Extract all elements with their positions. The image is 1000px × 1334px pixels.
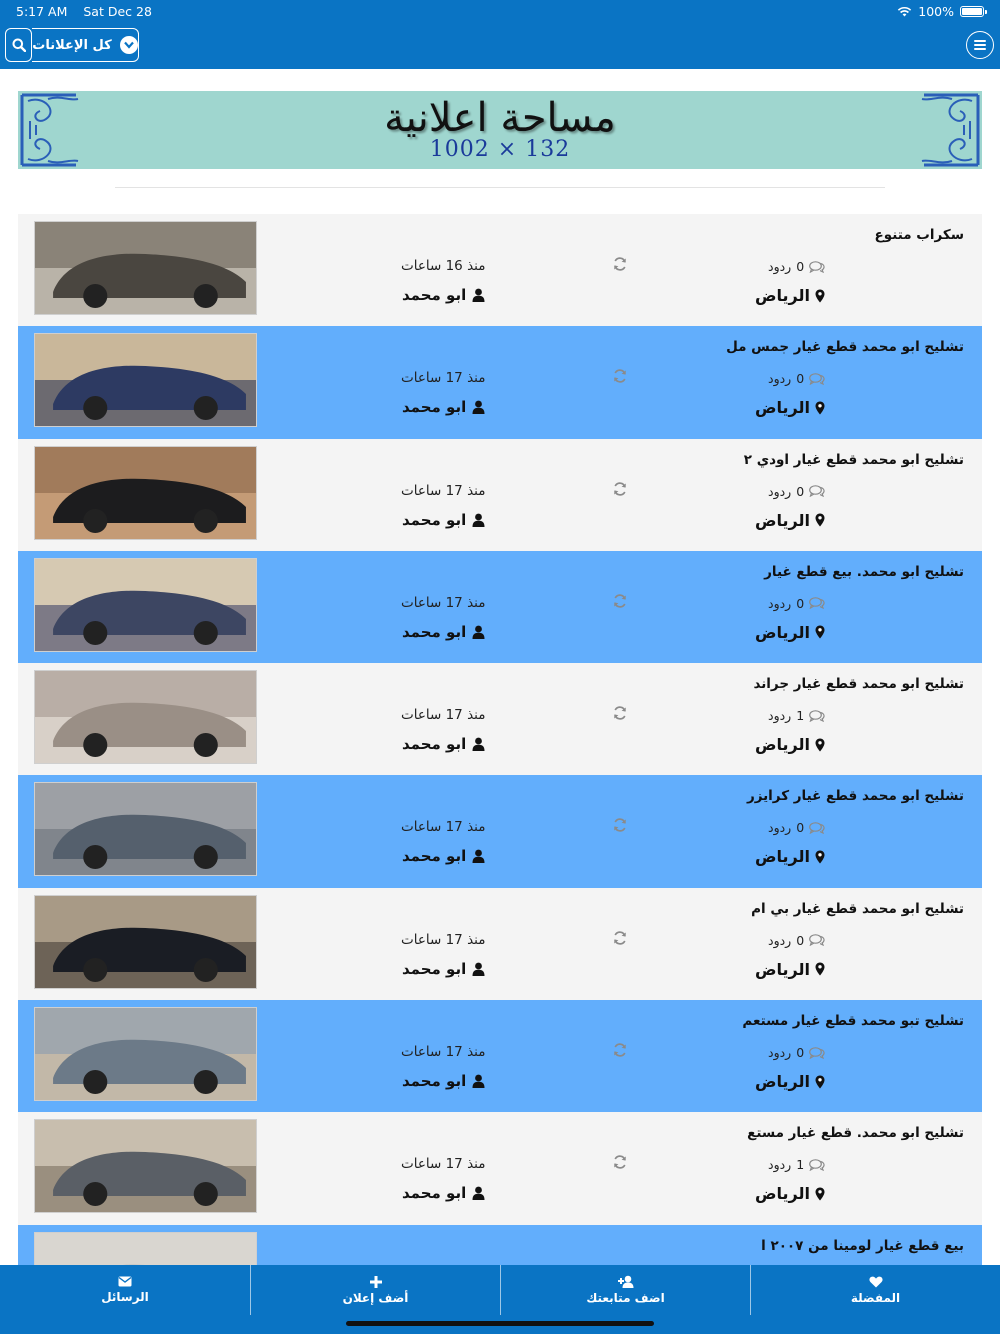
user-icon [472, 849, 485, 863]
ad-banner[interactable] [18, 91, 982, 169]
tab-add-follow-label: اضف متابعتك [586, 1291, 665, 1305]
map-marker-icon [815, 401, 825, 415]
listing-city [755, 1184, 825, 1203]
listing-title[interactable]: تشليح ابو محمد. قطع غيار مستع [747, 1125, 964, 1142]
listing-city-name: الرياض [755, 959, 810, 979]
listing-replies [768, 484, 825, 499]
comments-icon [809, 597, 825, 609]
listing-user[interactable] [402, 847, 485, 865]
listing-row[interactable] [18, 888, 982, 1000]
refresh-icon[interactable] [612, 256, 628, 272]
comments-icon [809, 1159, 825, 1171]
listing-thumbnail[interactable] [34, 670, 257, 764]
search-button[interactable] [5, 28, 32, 62]
listing-title[interactable]: تشليح ابو محمد. بيع قطع غيار [764, 563, 964, 580]
listing-city [755, 286, 825, 305]
replies-count: 0 [796, 932, 805, 948]
listing-row[interactable] [18, 439, 982, 551]
replies-count: 1 [796, 1157, 805, 1173]
envelope-icon [118, 1276, 132, 1287]
comments-icon [809, 261, 825, 273]
listing-user-name: ابو محمد [402, 847, 467, 866]
hamburger-menu-icon [973, 39, 987, 51]
replies-unit: ردود [768, 1157, 792, 1173]
replies-count: 0 [796, 595, 805, 611]
listing-user-name: ابو محمد [402, 510, 467, 529]
listing-row[interactable] [18, 1000, 982, 1112]
listing-user-name: ابو محمد [402, 1184, 467, 1203]
replies-unit: ردود [768, 259, 792, 274]
banner-size: 1002 × 132 [429, 137, 571, 162]
listing-row[interactable] [18, 551, 982, 663]
listing-thumbnail[interactable] [34, 446, 257, 540]
replies-count: 0 [796, 259, 805, 274]
replies-unit: ردود [768, 483, 792, 499]
listing-thumbnail[interactable] [34, 895, 257, 989]
listing-city-name: الرياض [755, 510, 810, 530]
tab-add-follow[interactable] [500, 1265, 750, 1315]
user-icon [472, 288, 485, 302]
user-icon [472, 737, 485, 751]
listing-thumbnail[interactable] [34, 221, 257, 315]
map-marker-icon [815, 1187, 825, 1201]
tab-add-ad[interactable] [250, 1265, 500, 1315]
status-bar [16, 4, 984, 20]
replies-count: 1 [796, 708, 805, 724]
status-date: Sat Dec 28 [83, 4, 152, 19]
listing-title[interactable]: تشليح ابو محمد قطع غيار كرايزر [746, 788, 964, 805]
listing-user-name: ابو محمد [402, 959, 467, 978]
listing-city [755, 398, 825, 417]
user-icon [472, 513, 485, 527]
comments-icon [809, 822, 825, 834]
listing-title[interactable]: تشليح ابو محمد قطع غيار اودي ٢ [743, 451, 964, 468]
listing-thumbnail[interactable] [34, 1007, 257, 1101]
listing-city-name: الرياض [755, 1072, 810, 1092]
menu-button[interactable] [966, 31, 994, 59]
heart-icon [869, 1276, 883, 1288]
comments-icon [809, 1047, 825, 1059]
tab-favorites[interactable] [750, 1265, 1000, 1315]
listing-replies [768, 708, 825, 723]
ornament-right-icon [916, 91, 982, 169]
listing-row[interactable] [18, 214, 982, 326]
listing-city [755, 623, 825, 642]
map-marker-icon [815, 513, 825, 527]
listing-thumbnail[interactable] [34, 558, 257, 652]
listing-replies [768, 596, 825, 611]
refresh-icon[interactable] [612, 1042, 628, 1058]
user-icon [472, 400, 485, 414]
replies-count: 0 [796, 483, 805, 499]
map-marker-icon [815, 1075, 825, 1089]
listing-row[interactable] [18, 775, 982, 887]
listing-city [755, 847, 825, 866]
listing-replies [768, 1157, 825, 1172]
refresh-icon[interactable] [612, 1154, 628, 1170]
tab-favorites-label: المفضلة [850, 1290, 901, 1305]
refresh-icon[interactable] [612, 705, 628, 721]
ads-filter-dropdown[interactable] [32, 28, 139, 62]
tab-messages-label: الرسائل [101, 1290, 149, 1304]
listing-city [755, 511, 825, 530]
comments-icon [809, 710, 825, 722]
map-marker-icon [815, 738, 825, 752]
listing-time: منذ 17 ساعات [401, 1044, 486, 1061]
comments-icon [809, 934, 825, 946]
listing-time: منذ 17 ساعات [401, 931, 486, 948]
replies-unit: ردود [768, 1045, 792, 1061]
listing-user-name: ابو محمد [402, 735, 467, 754]
listing-replies [768, 933, 825, 948]
plus-icon [370, 1276, 382, 1288]
map-marker-icon [815, 289, 825, 303]
search-icon [12, 38, 26, 52]
comments-icon [809, 485, 825, 497]
replies-unit: ردود [768, 932, 792, 948]
replies-unit: ردود [768, 708, 792, 724]
listing-thumbnail[interactable] [34, 333, 257, 427]
map-marker-icon [815, 962, 825, 976]
listing-title[interactable]: بيع قطع غيار لومينا من ٢٠٠٧ ا [761, 1237, 964, 1254]
user-plus-icon [618, 1275, 634, 1288]
refresh-icon[interactable] [612, 368, 628, 384]
comments-icon [809, 373, 825, 385]
replies-unit: ردود [768, 371, 792, 387]
listing-row[interactable] [18, 663, 982, 775]
listing-user-name: ابو محمد [402, 1072, 467, 1091]
refresh-icon[interactable] [612, 930, 628, 946]
battery-icon [960, 6, 984, 17]
replies-count: 0 [796, 1045, 805, 1061]
listing-thumbnail[interactable] [34, 782, 257, 876]
wifi-icon [897, 6, 912, 17]
listing-city [755, 960, 825, 979]
tab-messages[interactable] [0, 1265, 250, 1315]
listing-row[interactable] [18, 326, 982, 438]
replies-unit: ردود [768, 820, 792, 836]
listing-replies [768, 259, 825, 274]
listing-time: منذ 17 ساعات [401, 594, 486, 611]
listing-user[interactable] [402, 960, 485, 978]
replies-count: 0 [796, 371, 805, 387]
replies-unit: ردود [768, 595, 792, 611]
listing-city-name: الرياض [755, 398, 810, 418]
listing-time: منذ 16 ساعات [401, 258, 486, 274]
listing-city [755, 1072, 825, 1091]
listing-user[interactable] [402, 398, 485, 416]
map-marker-icon [815, 850, 825, 864]
banner-title: مساحة اعلانية [384, 95, 616, 141]
chevron-down-icon [120, 36, 138, 54]
listing-thumbnail[interactable] [34, 1119, 257, 1213]
listing-user-name: ابو محمد [402, 398, 467, 417]
listing-city-name: الرياض [755, 286, 810, 305]
user-icon [472, 625, 485, 639]
refresh-icon[interactable] [612, 817, 628, 833]
listing-city-name: الرياض [755, 735, 810, 755]
battery-percent: 100% [918, 4, 954, 19]
listing-replies [768, 820, 825, 835]
listing-time: منذ 17 ساعات [401, 1156, 486, 1173]
map-marker-icon [815, 625, 825, 639]
listing-user[interactable] [402, 623, 485, 641]
home-indicator [346, 1321, 654, 1326]
replies-count: 0 [796, 820, 805, 836]
refresh-icon[interactable] [612, 593, 628, 609]
listing-user-name: ابو محمد [402, 286, 467, 304]
listing-city-name: الرياض [755, 847, 810, 867]
listing-time: منذ 17 ساعات [401, 707, 486, 724]
listing-user[interactable] [402, 1072, 485, 1090]
listing-user[interactable] [402, 511, 485, 529]
tab-add-ad-label: أضف إعلان [342, 1290, 409, 1305]
divider [115, 187, 885, 188]
user-icon [472, 1074, 485, 1088]
listing-title[interactable]: تشليح ابو محمد قطع غيار بي ام [751, 900, 964, 917]
listing-time: منذ 17 ساعات [401, 819, 486, 836]
listing-user-name: ابو محمد [402, 622, 467, 641]
listing-city-name: الرياض [755, 1184, 810, 1204]
status-time: 5:17 AM [16, 4, 68, 19]
listing-user[interactable] [402, 735, 485, 753]
top-bar [0, 0, 1000, 69]
listing-title[interactable]: تشليح ابو محمد قطع غيار جراند [753, 676, 964, 693]
listing-replies [768, 371, 825, 386]
user-icon [472, 1186, 485, 1200]
refresh-icon[interactable] [612, 481, 628, 497]
listing-time: منذ 17 ساعات [401, 482, 486, 499]
listing-title[interactable]: سكراب متنوع [874, 227, 964, 243]
listing-row[interactable] [18, 1112, 982, 1224]
listing-user[interactable] [402, 1184, 485, 1202]
listings-list [18, 214, 982, 1334]
listing-city-name: الرياض [755, 622, 810, 642]
filter-label: كل الإعلانات [32, 37, 112, 53]
listing-title[interactable]: تشليح ابو محمد قطع غيار جمس مل [726, 339, 964, 356]
listing-title[interactable]: تشليح تبو محمد قطع غيار مستعم [742, 1013, 964, 1030]
listing-replies [768, 1045, 825, 1060]
listing-user[interactable] [402, 286, 485, 304]
listing-time: منذ 17 ساعات [401, 370, 486, 387]
listing-city [755, 735, 825, 754]
user-icon [472, 962, 485, 976]
